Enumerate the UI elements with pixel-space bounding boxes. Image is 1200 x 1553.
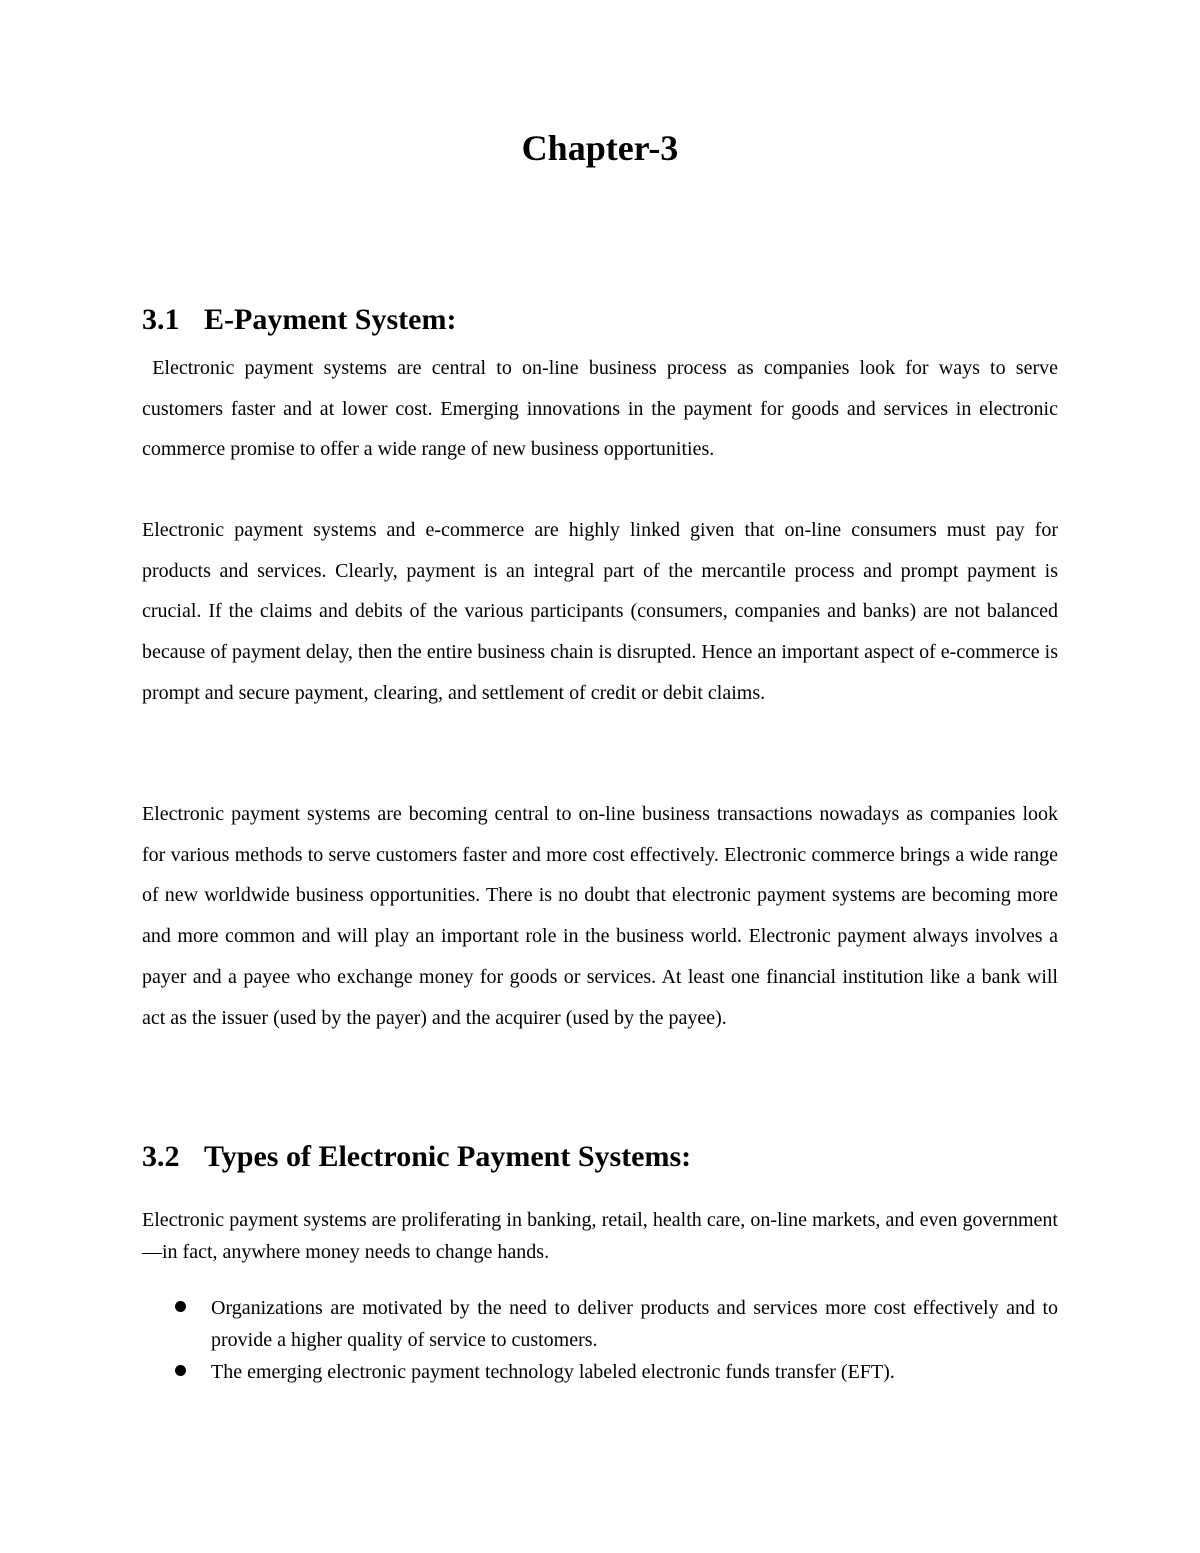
section-heading-3-2 (142, 1137, 691, 1177)
chapter-title: Chapter-3 (521, 128, 679, 168)
bullet-icon (175, 1365, 186, 1376)
section-number: 3.1 (142, 303, 180, 336)
section-title: E-Payment System: (204, 303, 457, 336)
list-item-text: Organizations are motivated by the need to deliver products and services more cost effectively and to provide a higher quality of service to customers. (211, 1297, 1058, 1351)
section-number: 3.2 (142, 1140, 180, 1173)
section-title: Types of Electronic Payment Systems: (204, 1140, 692, 1173)
paragraph: Electronic payment systems are becoming central to on-line business transactions nowadays as companies look for various methods to serve customers faster and more cost effectively. Electronic commerce brings a wide range of new worldwide business opportunities. There is no doubt that electronic payment systems are becoming more and more common and will play an important role in the business world. Electronic payment always involves a payer and a payee who exchange money for goods or services. At least one financial institution like a bank will act as the issuer (used by the payer) and the acquirer (used by the payee). (142, 803, 1058, 1029)
paragraph: Electronic payment systems are central to on-line business process as companies look for ways to serve customers faster and at lower cost. Emerging innovations in the payment for goods and services in electronic commerce promise to offer a wide range of new business opportunities. (142, 357, 1063, 461)
paragraph: Electronic payment systems and e-commerce are highly linked given that on-line consumers must pay for products and services. Clearly, payment is an integral part of the mercantile process and prompt payment is crucial. If the claims and debits of the various participants (consumers, companies and banks) are not balanced because of payment delay, then the entire business chain is disrupted. Hence an important aspect of e-commerce is prompt and secure payment, clearing, and settlement of credit or debit claims. (142, 519, 1058, 704)
section-heading-3-1 (142, 300, 456, 340)
bullet-list (142, 1292, 1058, 1388)
list-item (142, 1292, 1058, 1356)
list-item (142, 1356, 1058, 1388)
paragraph: Electronic payment systems are proliferating in banking, retail, health care, on-line markets, and even government—in fact, anywhere money needs to change hands. (142, 1209, 1058, 1263)
bullet-icon (175, 1301, 186, 1312)
list-item-text: The emerging electronic payment technology labeled electronic funds transfer (EFT). (211, 1361, 895, 1383)
